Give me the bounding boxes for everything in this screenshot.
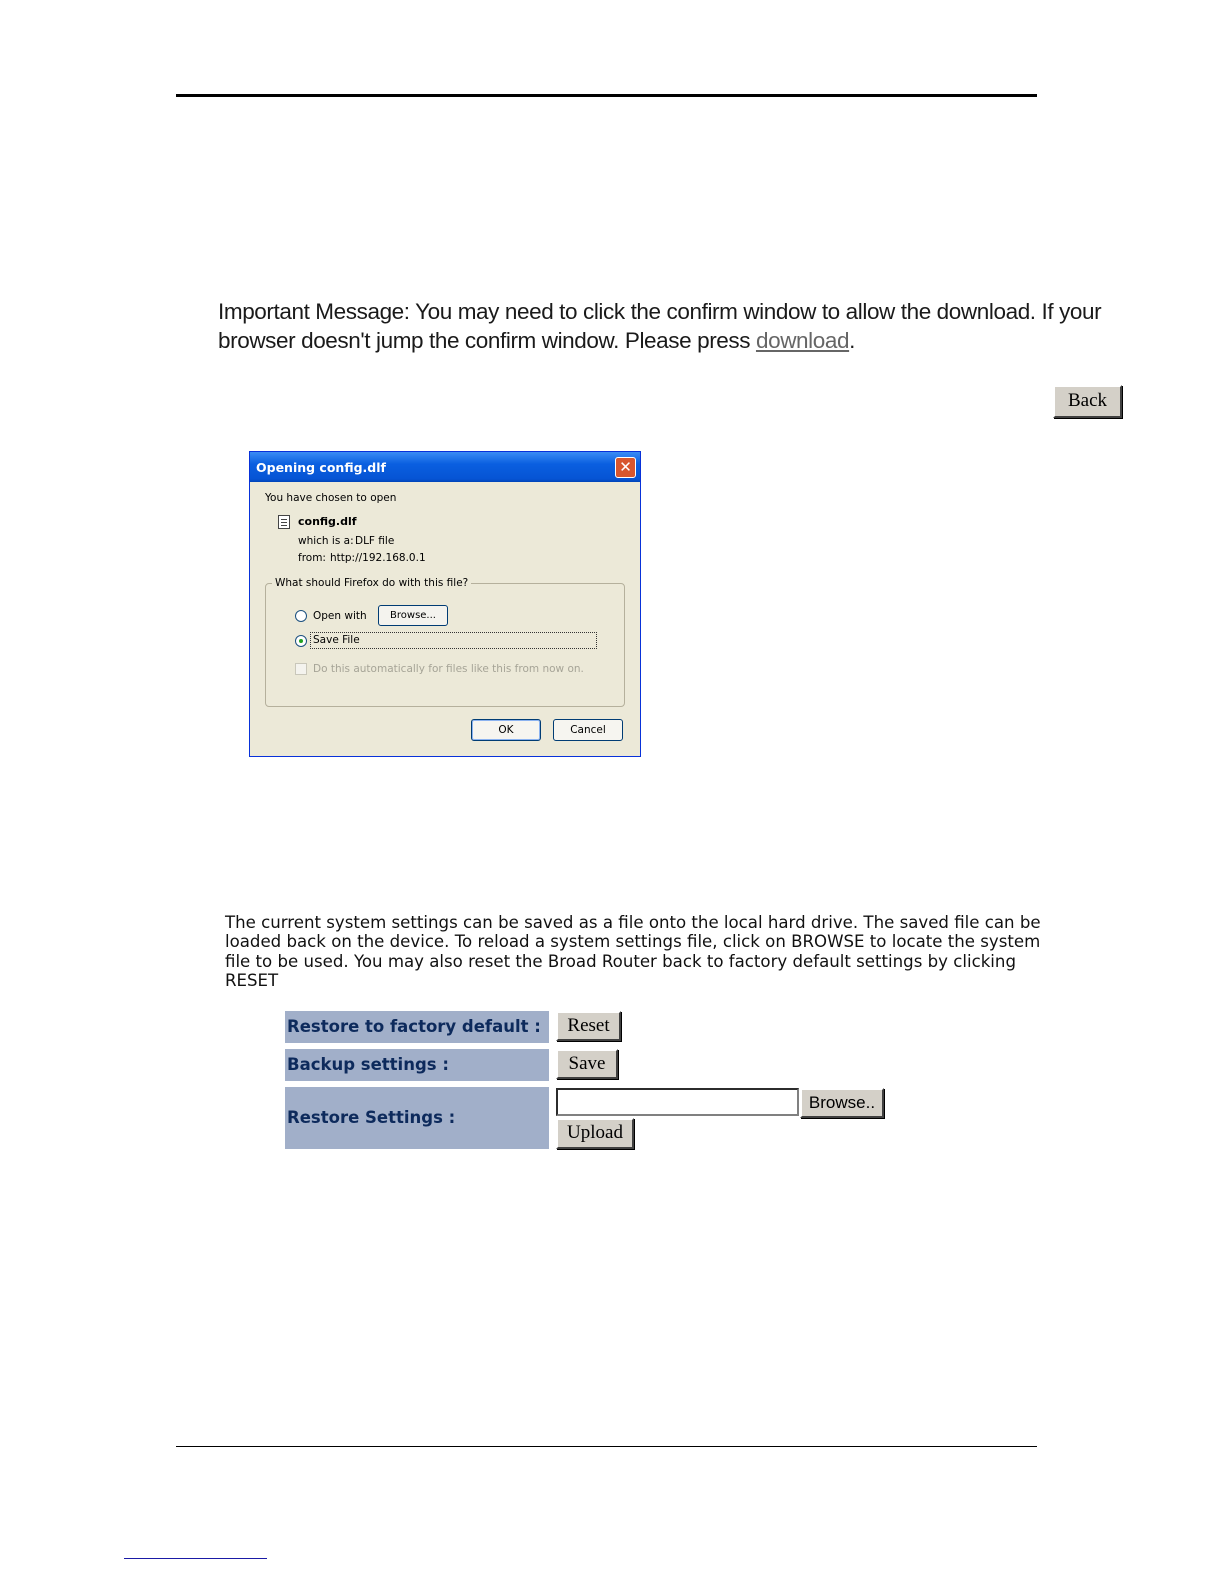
important-message-trail: .	[849, 328, 855, 353]
download-dialog	[249, 451, 641, 757]
cancel-button[interactable]: Cancel	[553, 719, 623, 741]
file-name: config.dlf	[298, 515, 357, 528]
dialog-title: Opening config.dlf	[256, 460, 386, 475]
dialog-browse-button[interactable]: Browse...	[378, 605, 448, 626]
file-type-value: DLF file	[355, 535, 395, 547]
save-file-label[interactable]: Save File	[313, 634, 360, 646]
back-button[interactable]: Back	[1053, 385, 1122, 418]
reset-button[interactable]: Reset	[556, 1011, 621, 1041]
auto-label: Do this automatically for files like this from now on.	[313, 663, 584, 675]
footer-rule	[176, 1446, 1037, 1447]
browse-button[interactable]: Browse..	[800, 1088, 884, 1118]
settings-description: The current system settings can be saved as a file onto the local hard drive. The saved file can be loaded back on the device. To reload a system settings file, click on BROWSE to locate the system file to be used. You may also reset the Broad Router back to factory default settings by clicking RESET	[225, 913, 1041, 991]
file-type-label: which is a:	[298, 535, 354, 547]
file-source-label: from:	[298, 552, 326, 564]
upload-button[interactable]: Upload	[556, 1118, 634, 1149]
backup-settings-label: Backup settings :	[285, 1049, 549, 1081]
open-with-label[interactable]: Open with	[313, 610, 367, 622]
save-file-radio[interactable]	[295, 635, 307, 647]
restore-file-input[interactable]	[556, 1088, 799, 1116]
auto-checkbox[interactable]	[295, 663, 307, 675]
important-message	[218, 297, 1118, 355]
ok-button[interactable]: OK	[471, 719, 541, 741]
restore-settings-label: Restore Settings :	[285, 1087, 549, 1149]
download-link[interactable]: download	[755, 328, 850, 353]
restore-default-label: Restore to factory default :	[285, 1011, 549, 1043]
footnote-line	[124, 1558, 267, 1559]
header-rule	[176, 94, 1037, 97]
file-icon	[278, 515, 290, 529]
important-message-text: Important Message: You may need to click the confirm window to allow the download. If your browser doesn't jump the confirm window. Please press	[218, 299, 1102, 353]
dialog-titlebar[interactable]	[250, 452, 640, 482]
action-question: What should Firefox do with this file?	[272, 577, 471, 589]
close-icon[interactable]: ✕	[615, 457, 636, 478]
file-source-value: http://192.168.0.1	[330, 552, 426, 564]
save-button[interactable]: Save	[556, 1049, 618, 1079]
open-with-radio[interactable]	[295, 610, 307, 622]
chosen-text: You have chosen to open	[265, 492, 397, 504]
